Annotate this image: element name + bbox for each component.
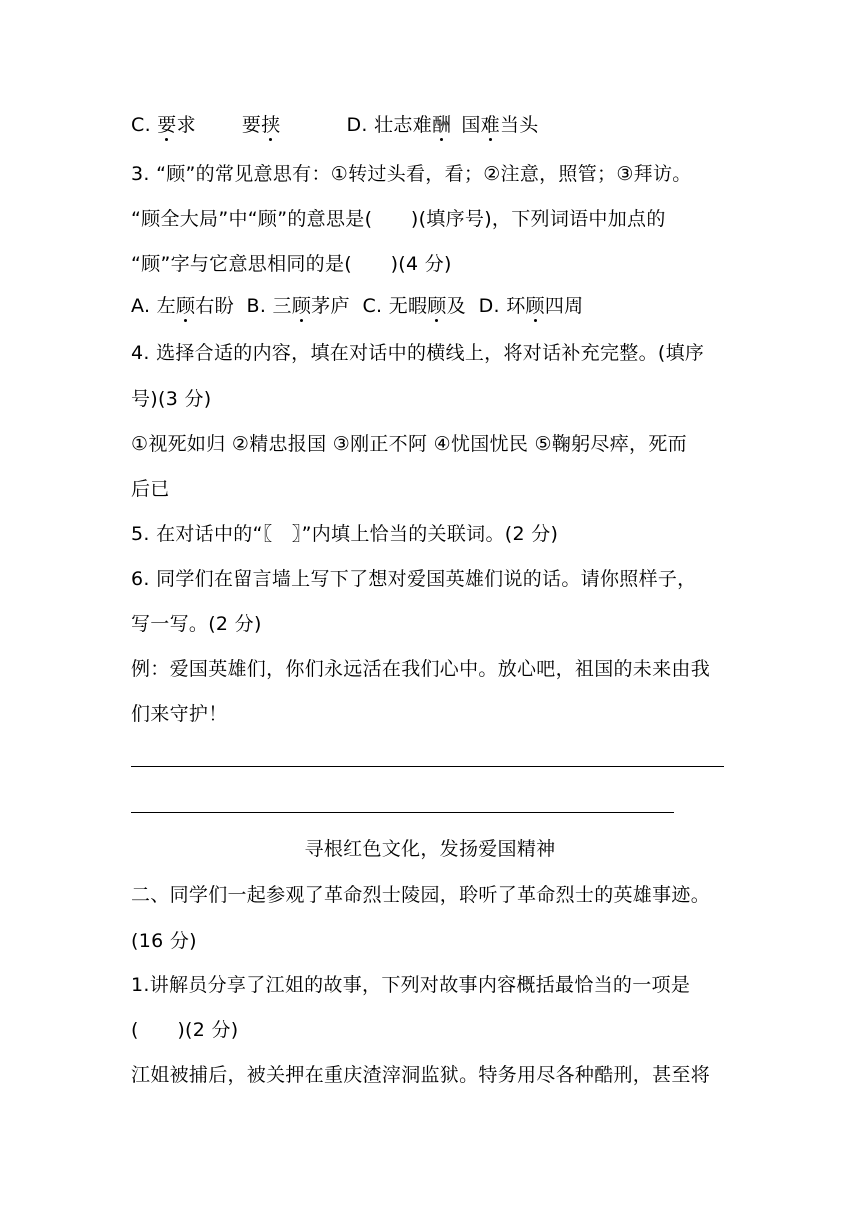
- dotted-char: 顾: [175, 295, 196, 317]
- question-4-line-2: 号)(3 分): [131, 388, 212, 410]
- question-4-choices: ①视死如归 ②精忠报国 ③刚正不阿 ④忧国忧民 ⑤鞠躬尽瘁，死而: [131, 433, 687, 455]
- dotted-char: 顾: [291, 295, 312, 317]
- question-6-line-2: 写一写。(2 分): [131, 613, 262, 635]
- option-d-text: 当头: [499, 114, 539, 136]
- part-2-intro-line-2: (16 分): [131, 930, 197, 952]
- part-2-question-1-line-1: 1.讲解员分享了江姐的故事，下列对故事内容概括最恰当的一项是: [131, 974, 691, 996]
- option-d-label: D.: [346, 114, 375, 136]
- option-d-text: 壮志难: [374, 114, 433, 136]
- part-2-question-1-line-2: ( )(2 分): [131, 1019, 239, 1041]
- option-b-text: 右盼 B. 三: [195, 295, 292, 317]
- question-3-line-2: “顾全大局”中“顾”的意思是( )(填序号)，下列词语中加点的: [131, 208, 666, 230]
- dotted-char: 挟: [261, 114, 281, 136]
- dotted-char: 要: [157, 114, 177, 136]
- option-c-text: 要: [241, 114, 262, 136]
- dotted-char: 难: [480, 114, 500, 136]
- option-d-text: 及 D. 环: [446, 295, 526, 317]
- section-title: 寻根红色文化，发扬爱国精神: [304, 838, 556, 860]
- question-3-line-3: “顾”字与它意思相同的是( )(4 分): [131, 253, 452, 275]
- dotted-char: 顾: [427, 295, 447, 317]
- question-4-choices-cont: 后已: [131, 478, 170, 500]
- question-3-options: [131, 294, 583, 318]
- story-text-line-1: 江姐被捕后，被关押在重庆渣滓洞监狱。特务用尽各种酷刑，甚至将: [131, 1064, 711, 1086]
- option-a-text: A. 左: [131, 295, 176, 317]
- question-4-line-1: 4. 选择合适的内容，填在对话中的横线上，将对话补充完整。(填序: [131, 342, 705, 364]
- option-c-label: C.: [131, 114, 158, 136]
- options-c-d-line: [131, 113, 539, 137]
- option-c-text: 茅庐 C. 无暇: [311, 295, 428, 317]
- dotted-char: 酬: [432, 114, 452, 136]
- answer-line-2[interactable]: [131, 812, 674, 813]
- question-6-example-2: 们来守护！: [131, 703, 228, 725]
- option-d-text: 四周: [544, 295, 584, 317]
- option-d-text: 国: [461, 114, 481, 136]
- question-3-line-1: 3. “顾”的常见意思有：①转过头看，看；②注意，照管；③拜访。: [131, 163, 692, 185]
- option-c-text: 求: [176, 114, 196, 136]
- question-6-line-1: 6. 同学们在留言墙上写下了想对爱国英雄们说的话。请你照样子，: [131, 568, 697, 590]
- dotted-char: 顾: [525, 295, 545, 317]
- question-5-line-1: 5. 在对话中的“〖 〗”内填上恰当的关联词。(2 分): [131, 523, 559, 545]
- answer-line-1[interactable]: [131, 766, 724, 767]
- part-2-intro-line-1: 二、同学们一起参观了革命烈士陵园，聆听了革命烈士的英雄事迹。: [131, 884, 711, 906]
- question-6-example-1: 例：爱国英雄们，你们永远活在我们心中。放心吧，祖国的未来由我: [131, 658, 711, 680]
